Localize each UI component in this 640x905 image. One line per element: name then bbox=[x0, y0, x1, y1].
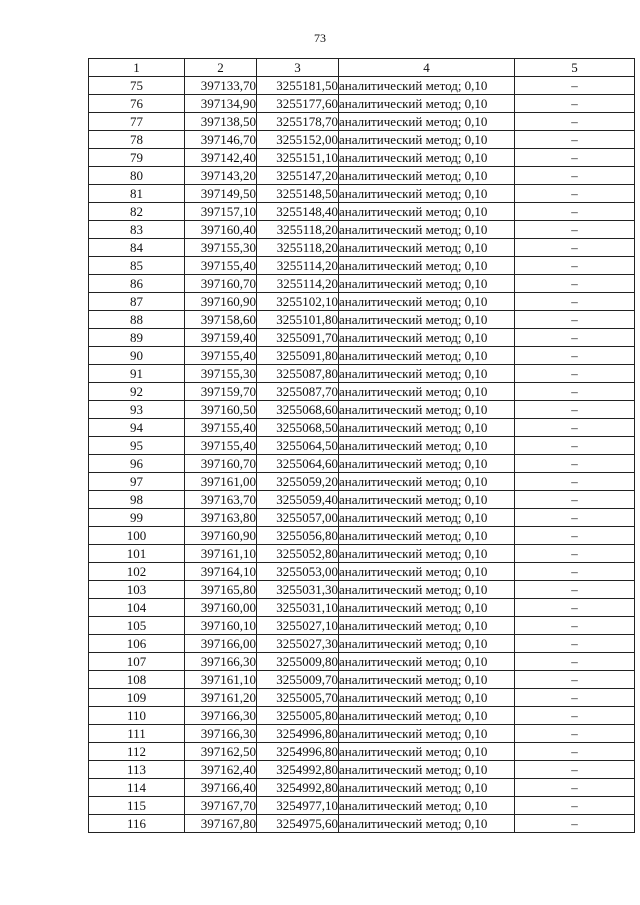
table-row bbox=[89, 581, 635, 599]
table-row bbox=[89, 257, 635, 275]
method-cell: аналитический метод; 0,10 bbox=[339, 329, 515, 347]
x-coordinate-cell: 397163,70 bbox=[185, 491, 257, 509]
point-number-cell: 109 bbox=[89, 689, 185, 707]
table-row bbox=[89, 779, 635, 797]
point-number-cell: 101 bbox=[89, 545, 185, 563]
y-coordinate-cell: 3255005,70 bbox=[257, 689, 339, 707]
point-number-cell: 112 bbox=[89, 743, 185, 761]
method-cell: аналитический метод; 0,10 bbox=[339, 221, 515, 239]
method-cell: аналитический метод; 0,10 bbox=[339, 293, 515, 311]
x-coordinate-cell: 397160,90 bbox=[185, 293, 257, 311]
y-coordinate-cell: 3255009,80 bbox=[257, 653, 339, 671]
note-cell: – bbox=[515, 761, 635, 779]
header-col-4: 4 bbox=[339, 59, 515, 77]
y-coordinate-cell: 3255114,20 bbox=[257, 257, 339, 275]
x-coordinate-cell: 397160,50 bbox=[185, 401, 257, 419]
note-cell: – bbox=[515, 599, 635, 617]
table-row bbox=[89, 383, 635, 401]
y-coordinate-cell: 3255148,40 bbox=[257, 203, 339, 221]
method-cell: аналитический метод; 0,10 bbox=[339, 689, 515, 707]
x-coordinate-cell: 397155,40 bbox=[185, 437, 257, 455]
point-number-cell: 88 bbox=[89, 311, 185, 329]
method-cell: аналитический метод; 0,10 bbox=[339, 203, 515, 221]
x-coordinate-cell: 397149,50 bbox=[185, 185, 257, 203]
x-coordinate-cell: 397160,10 bbox=[185, 617, 257, 635]
method-cell: аналитический метод; 0,10 bbox=[339, 365, 515, 383]
note-cell: – bbox=[515, 545, 635, 563]
method-cell: аналитический метод; 0,10 bbox=[339, 275, 515, 293]
point-number-cell: 85 bbox=[89, 257, 185, 275]
x-coordinate-cell: 397160,70 bbox=[185, 275, 257, 293]
note-cell: – bbox=[515, 635, 635, 653]
method-cell: аналитический метод; 0,10 bbox=[339, 131, 515, 149]
note-cell: – bbox=[515, 419, 635, 437]
point-number-cell: 114 bbox=[89, 779, 185, 797]
y-coordinate-cell: 3255068,60 bbox=[257, 401, 339, 419]
note-cell: – bbox=[515, 329, 635, 347]
method-cell: аналитический метод; 0,10 bbox=[339, 635, 515, 653]
table-row bbox=[89, 455, 635, 473]
header-col-5: 5 bbox=[515, 59, 635, 77]
note-cell: – bbox=[515, 221, 635, 239]
x-coordinate-cell: 397161,10 bbox=[185, 545, 257, 563]
note-cell: – bbox=[515, 509, 635, 527]
y-coordinate-cell: 3255101,80 bbox=[257, 311, 339, 329]
x-coordinate-cell: 397155,40 bbox=[185, 347, 257, 365]
y-coordinate-cell: 3255064,60 bbox=[257, 455, 339, 473]
note-cell: – bbox=[515, 563, 635, 581]
note-cell: – bbox=[515, 797, 635, 815]
x-coordinate-cell: 397142,40 bbox=[185, 149, 257, 167]
note-cell: – bbox=[515, 311, 635, 329]
y-coordinate-cell: 3254992,80 bbox=[257, 761, 339, 779]
header-col-3: 3 bbox=[257, 59, 339, 77]
x-coordinate-cell: 397162,50 bbox=[185, 743, 257, 761]
table-row bbox=[89, 329, 635, 347]
note-cell: – bbox=[515, 257, 635, 275]
x-coordinate-cell: 397161,00 bbox=[185, 473, 257, 491]
x-coordinate-cell: 397160,00 bbox=[185, 599, 257, 617]
y-coordinate-cell: 3255091,70 bbox=[257, 329, 339, 347]
table-row bbox=[89, 203, 635, 221]
point-number-cell: 96 bbox=[89, 455, 185, 473]
table-row bbox=[89, 113, 635, 131]
point-number-cell: 82 bbox=[89, 203, 185, 221]
table-row bbox=[89, 509, 635, 527]
point-number-cell: 81 bbox=[89, 185, 185, 203]
x-coordinate-cell: 397160,90 bbox=[185, 527, 257, 545]
x-coordinate-cell: 397166,30 bbox=[185, 707, 257, 725]
method-cell: аналитический метод; 0,10 bbox=[339, 779, 515, 797]
header-col-1: 1 bbox=[89, 59, 185, 77]
y-coordinate-cell: 3255027,30 bbox=[257, 635, 339, 653]
y-coordinate-cell: 3254975,60 bbox=[257, 815, 339, 833]
x-coordinate-cell: 397155,40 bbox=[185, 257, 257, 275]
note-cell: – bbox=[515, 239, 635, 257]
method-cell: аналитический метод; 0,10 bbox=[339, 347, 515, 365]
method-cell: аналитический метод; 0,10 bbox=[339, 95, 515, 113]
y-coordinate-cell: 3255059,40 bbox=[257, 491, 339, 509]
y-coordinate-cell: 3255147,20 bbox=[257, 167, 339, 185]
table-row bbox=[89, 95, 635, 113]
note-cell: – bbox=[515, 131, 635, 149]
table-row bbox=[89, 239, 635, 257]
point-number-cell: 97 bbox=[89, 473, 185, 491]
y-coordinate-cell: 3255059,20 bbox=[257, 473, 339, 491]
table-row bbox=[89, 815, 635, 833]
note-cell: – bbox=[515, 671, 635, 689]
y-coordinate-cell: 3254992,80 bbox=[257, 779, 339, 797]
method-cell: аналитический метод; 0,10 bbox=[339, 311, 515, 329]
note-cell: – bbox=[515, 95, 635, 113]
y-coordinate-cell: 3255053,00 bbox=[257, 563, 339, 581]
y-coordinate-cell: 3255031,30 bbox=[257, 581, 339, 599]
x-coordinate-cell: 397155,40 bbox=[185, 419, 257, 437]
x-coordinate-cell: 397160,40 bbox=[185, 221, 257, 239]
method-cell: аналитический метод; 0,10 bbox=[339, 401, 515, 419]
table-row bbox=[89, 725, 635, 743]
point-number-cell: 99 bbox=[89, 509, 185, 527]
x-coordinate-cell: 397167,80 bbox=[185, 815, 257, 833]
method-cell: аналитический метод; 0,10 bbox=[339, 473, 515, 491]
table-row bbox=[89, 617, 635, 635]
note-cell: – bbox=[515, 167, 635, 185]
table-row bbox=[89, 311, 635, 329]
table-row bbox=[89, 131, 635, 149]
y-coordinate-cell: 3255009,70 bbox=[257, 671, 339, 689]
table-row bbox=[89, 419, 635, 437]
table-row bbox=[89, 167, 635, 185]
point-number-cell: 75 bbox=[89, 77, 185, 95]
table-row bbox=[89, 761, 635, 779]
x-coordinate-cell: 397160,70 bbox=[185, 455, 257, 473]
table-row bbox=[89, 563, 635, 581]
point-number-cell: 110 bbox=[89, 707, 185, 725]
x-coordinate-cell: 397158,60 bbox=[185, 311, 257, 329]
x-coordinate-cell: 397159,70 bbox=[185, 383, 257, 401]
note-cell: – bbox=[515, 743, 635, 761]
point-number-cell: 89 bbox=[89, 329, 185, 347]
method-cell: аналитический метод; 0,10 bbox=[339, 419, 515, 437]
table-body bbox=[89, 77, 635, 833]
point-number-cell: 79 bbox=[89, 149, 185, 167]
table-row bbox=[89, 365, 635, 383]
x-coordinate-cell: 397161,20 bbox=[185, 689, 257, 707]
method-cell: аналитический метод; 0,10 bbox=[339, 545, 515, 563]
table-row bbox=[89, 221, 635, 239]
point-number-cell: 116 bbox=[89, 815, 185, 833]
table-row bbox=[89, 293, 635, 311]
x-coordinate-cell: 397157,10 bbox=[185, 203, 257, 221]
x-coordinate-cell: 397163,80 bbox=[185, 509, 257, 527]
y-coordinate-cell: 3254977,10 bbox=[257, 797, 339, 815]
header-col-2: 2 bbox=[185, 59, 257, 77]
point-number-cell: 115 bbox=[89, 797, 185, 815]
method-cell: аналитический метод; 0,10 bbox=[339, 509, 515, 527]
table-row bbox=[89, 77, 635, 95]
x-coordinate-cell: 397155,30 bbox=[185, 365, 257, 383]
y-coordinate-cell: 3255052,80 bbox=[257, 545, 339, 563]
note-cell: – bbox=[515, 347, 635, 365]
method-cell: аналитический метод; 0,10 bbox=[339, 617, 515, 635]
method-cell: аналитический метод; 0,10 bbox=[339, 815, 515, 833]
x-coordinate-cell: 397164,10 bbox=[185, 563, 257, 581]
point-number-cell: 100 bbox=[89, 527, 185, 545]
method-cell: аналитический метод; 0,10 bbox=[339, 797, 515, 815]
note-cell: – bbox=[515, 689, 635, 707]
y-coordinate-cell: 3255152,00 bbox=[257, 131, 339, 149]
x-coordinate-cell: 397166,30 bbox=[185, 725, 257, 743]
method-cell: аналитический метод; 0,10 bbox=[339, 113, 515, 131]
x-coordinate-cell: 397166,30 bbox=[185, 653, 257, 671]
table-row bbox=[89, 401, 635, 419]
method-cell: аналитический метод; 0,10 bbox=[339, 185, 515, 203]
method-cell: аналитический метод; 0,10 bbox=[339, 743, 515, 761]
x-coordinate-cell: 397155,30 bbox=[185, 239, 257, 257]
point-number-cell: 87 bbox=[89, 293, 185, 311]
table-row bbox=[89, 707, 635, 725]
x-coordinate-cell: 397146,70 bbox=[185, 131, 257, 149]
method-cell: аналитический метод; 0,10 bbox=[339, 707, 515, 725]
method-cell: аналитический метод; 0,10 bbox=[339, 239, 515, 257]
point-number-cell: 90 bbox=[89, 347, 185, 365]
table-row bbox=[89, 545, 635, 563]
y-coordinate-cell: 3255087,70 bbox=[257, 383, 339, 401]
point-number-cell: 93 bbox=[89, 401, 185, 419]
method-cell: аналитический метод; 0,10 bbox=[339, 491, 515, 509]
table-row bbox=[89, 653, 635, 671]
x-coordinate-cell: 397133,70 bbox=[185, 77, 257, 95]
table-row bbox=[89, 437, 635, 455]
point-number-cell: 103 bbox=[89, 581, 185, 599]
note-cell: – bbox=[515, 113, 635, 131]
method-cell: аналитический метод; 0,10 bbox=[339, 149, 515, 167]
x-coordinate-cell: 397138,50 bbox=[185, 113, 257, 131]
y-coordinate-cell: 3255178,70 bbox=[257, 113, 339, 131]
method-cell: аналитический метод; 0,10 bbox=[339, 257, 515, 275]
note-cell: – bbox=[515, 275, 635, 293]
note-cell: – bbox=[515, 149, 635, 167]
x-coordinate-cell: 397166,40 bbox=[185, 779, 257, 797]
note-cell: – bbox=[515, 707, 635, 725]
y-coordinate-cell: 3255102,10 bbox=[257, 293, 339, 311]
point-number-cell: 94 bbox=[89, 419, 185, 437]
point-number-cell: 104 bbox=[89, 599, 185, 617]
coordinates-table bbox=[88, 58, 635, 833]
method-cell: аналитический метод; 0,10 bbox=[339, 455, 515, 473]
point-number-cell: 111 bbox=[89, 725, 185, 743]
point-number-cell: 76 bbox=[89, 95, 185, 113]
note-cell: – bbox=[515, 203, 635, 221]
table-row bbox=[89, 635, 635, 653]
y-coordinate-cell: 3255118,20 bbox=[257, 239, 339, 257]
note-cell: – bbox=[515, 401, 635, 419]
y-coordinate-cell: 3255027,10 bbox=[257, 617, 339, 635]
note-cell: – bbox=[515, 725, 635, 743]
note-cell: – bbox=[515, 293, 635, 311]
point-number-cell: 98 bbox=[89, 491, 185, 509]
method-cell: аналитический метод; 0,10 bbox=[339, 725, 515, 743]
page-number: 73 bbox=[314, 31, 326, 45]
table-row bbox=[89, 689, 635, 707]
note-cell: – bbox=[515, 437, 635, 455]
point-number-cell: 78 bbox=[89, 131, 185, 149]
method-cell: аналитический метод; 0,10 bbox=[339, 563, 515, 581]
y-coordinate-cell: 3255181,50 bbox=[257, 77, 339, 95]
y-coordinate-cell: 3255087,80 bbox=[257, 365, 339, 383]
point-number-cell: 95 bbox=[89, 437, 185, 455]
table-row bbox=[89, 347, 635, 365]
y-coordinate-cell: 3255177,60 bbox=[257, 95, 339, 113]
y-coordinate-cell: 3255064,50 bbox=[257, 437, 339, 455]
point-number-cell: 83 bbox=[89, 221, 185, 239]
method-cell: аналитический метод; 0,10 bbox=[339, 77, 515, 95]
x-coordinate-cell: 397166,00 bbox=[185, 635, 257, 653]
table-row bbox=[89, 149, 635, 167]
point-number-cell: 91 bbox=[89, 365, 185, 383]
x-coordinate-cell: 397161,10 bbox=[185, 671, 257, 689]
y-coordinate-cell: 3254996,80 bbox=[257, 725, 339, 743]
note-cell: – bbox=[515, 365, 635, 383]
header-row bbox=[89, 59, 635, 77]
x-coordinate-cell: 397167,70 bbox=[185, 797, 257, 815]
table-header bbox=[89, 59, 635, 77]
x-coordinate-cell: 397162,40 bbox=[185, 761, 257, 779]
method-cell: аналитический метод; 0,10 bbox=[339, 581, 515, 599]
point-number-cell: 113 bbox=[89, 761, 185, 779]
table-row bbox=[89, 275, 635, 293]
method-cell: аналитический метод; 0,10 bbox=[339, 527, 515, 545]
table-row bbox=[89, 797, 635, 815]
point-number-cell: 77 bbox=[89, 113, 185, 131]
method-cell: аналитический метод; 0,10 bbox=[339, 167, 515, 185]
note-cell: – bbox=[515, 455, 635, 473]
point-number-cell: 105 bbox=[89, 617, 185, 635]
table-row bbox=[89, 527, 635, 545]
point-number-cell: 106 bbox=[89, 635, 185, 653]
point-number-cell: 84 bbox=[89, 239, 185, 257]
y-coordinate-cell: 3255151,10 bbox=[257, 149, 339, 167]
point-number-cell: 107 bbox=[89, 653, 185, 671]
y-coordinate-cell: 3254996,80 bbox=[257, 743, 339, 761]
x-coordinate-cell: 397165,80 bbox=[185, 581, 257, 599]
y-coordinate-cell: 3255057,00 bbox=[257, 509, 339, 527]
y-coordinate-cell: 3255091,80 bbox=[257, 347, 339, 365]
y-coordinate-cell: 3255114,20 bbox=[257, 275, 339, 293]
method-cell: аналитический метод; 0,10 bbox=[339, 761, 515, 779]
method-cell: аналитический метод; 0,10 bbox=[339, 599, 515, 617]
x-coordinate-cell: 397159,40 bbox=[185, 329, 257, 347]
y-coordinate-cell: 3255056,80 bbox=[257, 527, 339, 545]
table-row bbox=[89, 671, 635, 689]
y-coordinate-cell: 3255068,50 bbox=[257, 419, 339, 437]
table-row bbox=[89, 185, 635, 203]
point-number-cell: 80 bbox=[89, 167, 185, 185]
method-cell: аналитический метод; 0,10 bbox=[339, 671, 515, 689]
note-cell: – bbox=[515, 185, 635, 203]
point-number-cell: 108 bbox=[89, 671, 185, 689]
method-cell: аналитический метод; 0,10 bbox=[339, 383, 515, 401]
point-number-cell: 92 bbox=[89, 383, 185, 401]
method-cell: аналитический метод; 0,10 bbox=[339, 437, 515, 455]
table-row bbox=[89, 473, 635, 491]
note-cell: – bbox=[515, 779, 635, 797]
y-coordinate-cell: 3255031,10 bbox=[257, 599, 339, 617]
note-cell: – bbox=[515, 617, 635, 635]
note-cell: – bbox=[515, 473, 635, 491]
point-number-cell: 86 bbox=[89, 275, 185, 293]
method-cell: аналитический метод; 0,10 bbox=[339, 653, 515, 671]
y-coordinate-cell: 3255118,20 bbox=[257, 221, 339, 239]
table-row bbox=[89, 743, 635, 761]
y-coordinate-cell: 3255005,80 bbox=[257, 707, 339, 725]
note-cell: – bbox=[515, 815, 635, 833]
point-number-cell: 102 bbox=[89, 563, 185, 581]
note-cell: – bbox=[515, 653, 635, 671]
table-row bbox=[89, 599, 635, 617]
x-coordinate-cell: 397134,90 bbox=[185, 95, 257, 113]
x-coordinate-cell: 397143,20 bbox=[185, 167, 257, 185]
note-cell: – bbox=[515, 383, 635, 401]
y-coordinate-cell: 3255148,50 bbox=[257, 185, 339, 203]
note-cell: – bbox=[515, 77, 635, 95]
note-cell: – bbox=[515, 581, 635, 599]
note-cell: – bbox=[515, 527, 635, 545]
table-row bbox=[89, 491, 635, 509]
note-cell: – bbox=[515, 491, 635, 509]
